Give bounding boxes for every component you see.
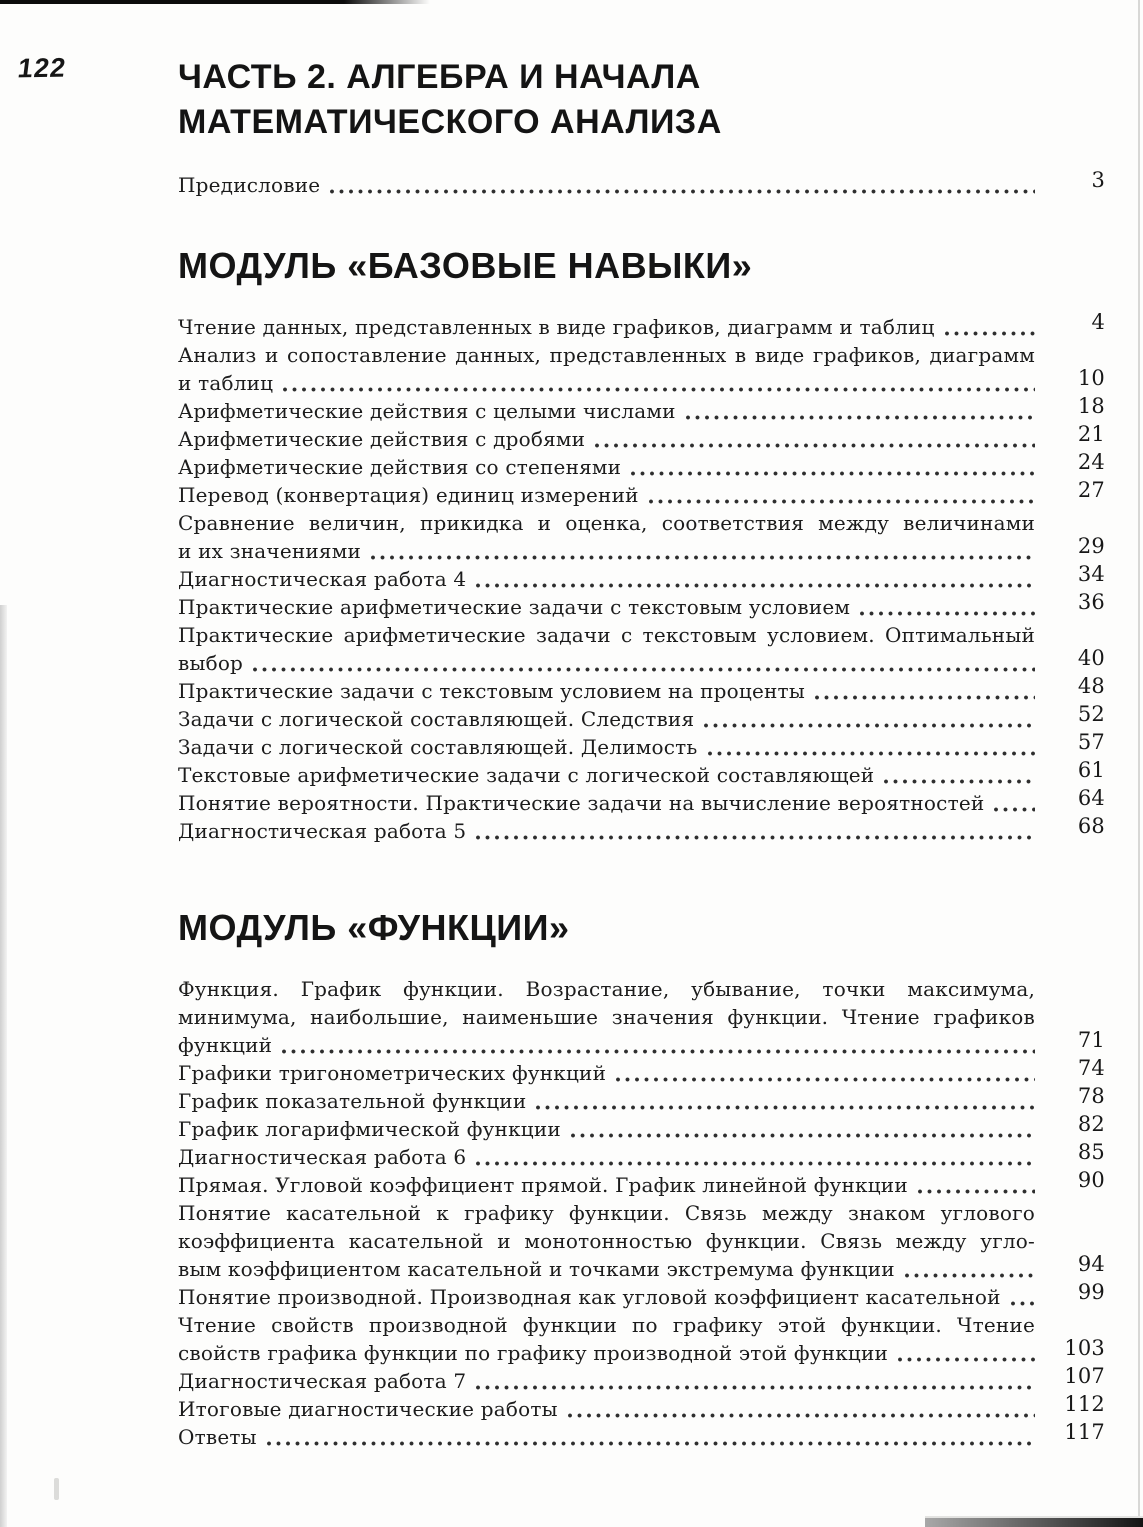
toc-page-number: 24 xyxy=(1077,450,1105,474)
dot-leader xyxy=(282,386,1035,393)
module-entries xyxy=(178,310,1105,845)
toc-entry-last-line xyxy=(178,1395,1035,1423)
toc-entry xyxy=(178,674,1105,705)
toc-entry-text: Диагностическая работа 5 xyxy=(178,819,467,843)
toc-page-number: 29 xyxy=(1077,534,1105,558)
toc-entry-last-line xyxy=(178,1171,1035,1199)
dot-leader xyxy=(685,414,1035,421)
toc-page-number: 112 xyxy=(1064,1392,1105,1416)
dot-leader xyxy=(904,1272,1035,1279)
toc-entry-wrap-line: Чтение свойств производной функции по графику этой функции. Чтение xyxy=(178,1313,1035,1337)
toc-entry-last-line xyxy=(178,1255,1035,1283)
module-entries xyxy=(178,975,1105,1451)
toc-entry xyxy=(178,1280,1105,1311)
toc-entry-wrap-line: Сравнение величин, прикидка и оценка, соответствия между величинами xyxy=(178,511,1035,535)
dot-leader xyxy=(475,1160,1035,1167)
toc-page-number: 21 xyxy=(1077,422,1105,446)
dot-leader xyxy=(897,1356,1035,1363)
part-title xyxy=(178,55,1105,145)
dot-leader xyxy=(917,1188,1035,1195)
toc-entry-last-line xyxy=(178,1143,1035,1171)
toc-entry-text: Текстовые арифметические задачи с логической составляющей xyxy=(178,763,875,787)
toc-page-number: 103 xyxy=(1064,1336,1105,1360)
toc-entry-last-line xyxy=(178,453,1035,481)
toc-entry-text: вым коэффициентом касательной и точками экстремума функции xyxy=(178,1257,895,1281)
toc-page-number: 90 xyxy=(1077,1168,1105,1192)
toc-entry xyxy=(178,1420,1105,1451)
toc-page-number: 34 xyxy=(1077,562,1105,586)
dot-leader xyxy=(707,750,1035,757)
toc-page-number: 18 xyxy=(1077,394,1105,418)
toc-page-number: 64 xyxy=(1077,786,1105,810)
toc-entry-last-line xyxy=(178,677,1035,705)
toc-entry-last-line xyxy=(178,369,1035,397)
toc-entry-text: Ответы xyxy=(178,1425,257,1449)
toc-entry xyxy=(178,422,1105,453)
toc-page-number: 27 xyxy=(1077,478,1105,502)
toc-page-number: 107 xyxy=(1064,1364,1105,1388)
toc-entry-text: свойств графика функции по графику производной этой функции xyxy=(178,1341,889,1365)
part-title-line1: ЧАСТЬ 2. АЛГЕБРА И НАЧАЛА xyxy=(178,58,701,96)
toc-entry-wrap-line: Понятие касательной к графику функции. Связь между знаком углового xyxy=(178,1201,1035,1225)
toc-entry-text: Перевод (конвертация) единиц измерений xyxy=(178,483,639,507)
toc-page-number: 10 xyxy=(1077,366,1105,390)
toc-entry-last-line xyxy=(178,649,1035,677)
toc-entry-last-line xyxy=(178,397,1035,425)
toc-entry-text: Прямая. Угловой коэффициент прямой. График линейной функции xyxy=(178,1173,908,1197)
dot-leader xyxy=(475,1384,1035,1391)
dot-leader xyxy=(570,1132,1035,1139)
toc-entry-text: Задачи с логической составляющей. Следствия xyxy=(178,707,695,731)
toc-entry-text: Графики тригонометрических функций xyxy=(178,1061,607,1085)
toc-entry-text: Диагностическая работа 7 xyxy=(178,1369,467,1393)
toc-entry-last-line xyxy=(178,817,1035,845)
toc-entry-last-line xyxy=(178,565,1035,593)
toc-entry xyxy=(178,310,1105,341)
toc-entry-last-line xyxy=(178,1283,1035,1311)
toc-page-number: 68 xyxy=(1077,814,1105,838)
toc-entry xyxy=(178,394,1105,425)
toc-entry xyxy=(178,509,1105,565)
toc-entry xyxy=(178,786,1105,817)
toc-entry xyxy=(178,975,1105,1059)
toc-entry xyxy=(178,621,1105,677)
toc-page-number: 40 xyxy=(1077,646,1105,670)
toc-page-number: 94 xyxy=(1077,1252,1105,1276)
toc-page-number: 99 xyxy=(1077,1280,1105,1304)
module-section xyxy=(178,907,1105,1451)
toc-entry-text: Диагностическая работа 6 xyxy=(178,1145,467,1169)
dot-leader xyxy=(630,470,1035,477)
toc-entry-last-line xyxy=(178,313,1035,341)
toc-page-number: 78 xyxy=(1077,1084,1105,1108)
toc-page-number: 57 xyxy=(1077,730,1105,754)
toc-entry-wrap-line: Практические арифметические задачи с текстовым условием. Оптимальный xyxy=(178,623,1035,647)
toc-entry-last-line xyxy=(178,171,1035,199)
dot-leader xyxy=(703,722,1035,729)
toc-page-number: 82 xyxy=(1077,1112,1105,1136)
toc-entry xyxy=(178,730,1105,761)
toc-entry-last-line xyxy=(178,1087,1035,1115)
toc-entry-last-line xyxy=(178,425,1035,453)
scan-edge-bottom-right xyxy=(925,1516,1143,1527)
dot-leader xyxy=(648,498,1035,505)
toc-entry-last-line xyxy=(178,593,1035,621)
scan-edge-right xyxy=(1138,0,1140,1527)
toc-entry-text: Предисловие xyxy=(178,173,321,197)
dot-leader xyxy=(329,188,1035,195)
module-title: МОДУЛЬ «ФУНКЦИИ» xyxy=(178,907,570,948)
page-corner-number: 122 xyxy=(16,52,69,84)
toc-entry xyxy=(178,814,1105,845)
toc-entry-last-line xyxy=(178,1059,1035,1087)
toc-entry-last-line xyxy=(178,481,1035,509)
toc-page-number: 52 xyxy=(1077,702,1105,726)
toc-entry-wrap-line: коэффициента касательной и монотонностью функции. Связь между угло- xyxy=(178,1229,1035,1253)
toc-entry-text: Практические арифметические задачи с текстовым условием xyxy=(178,595,851,619)
modules-container xyxy=(178,245,1105,1451)
toc-entry xyxy=(178,1364,1105,1395)
dot-leader xyxy=(859,610,1035,617)
toc-entry-text: Понятие производной. Производная как угловой коэффициент касательной xyxy=(178,1285,1001,1309)
toc-entry xyxy=(178,562,1105,593)
toc-entry xyxy=(178,1140,1105,1171)
toc-entry-text: Диагностическая работа 4 xyxy=(178,567,467,591)
scan-edge-left xyxy=(0,605,7,1527)
toc-entry-last-line xyxy=(178,1423,1035,1451)
toc-entry xyxy=(178,1199,1105,1283)
toc-entry-text: График показательной функции xyxy=(178,1089,527,1113)
dot-leader xyxy=(252,666,1035,673)
toc-entry xyxy=(178,1084,1105,1115)
dot-leader xyxy=(1010,1300,1035,1307)
part-title-line2: МАТЕМАТИЧЕСКОГО АНАЛИЗА xyxy=(178,103,722,141)
toc-entry-text: выбор xyxy=(178,651,244,675)
dot-leader xyxy=(370,554,1035,561)
scan-smudge xyxy=(54,1478,59,1500)
dot-leader xyxy=(567,1412,1035,1419)
dot-leader xyxy=(883,778,1035,785)
toc-page-number: 117 xyxy=(1064,1420,1105,1444)
toc-entry-last-line xyxy=(178,1339,1035,1367)
dot-leader xyxy=(281,1048,1035,1055)
toc-entry-wrap-line: минимума, наибольшие, наименьшие значения функции. Чтение графиков xyxy=(178,1005,1035,1029)
toc-entry-last-line xyxy=(178,1115,1035,1143)
toc-entry-text: функций xyxy=(178,1033,273,1057)
dot-leader xyxy=(594,442,1035,449)
toc-entry-text: Чтение данных, представленных в виде графиков, диаграмм и таблиц xyxy=(178,315,935,339)
toc-entry-wrap-line: Функция. График функции. Возрастание, убывание, точки максимума, xyxy=(178,977,1035,1001)
toc-entry-text: и таблиц xyxy=(178,371,274,395)
toc-entry-last-line xyxy=(178,789,1035,817)
toc-entry xyxy=(178,1311,1105,1367)
dot-leader xyxy=(266,1440,1035,1447)
toc-entry-text: и их значениями xyxy=(178,539,362,563)
toc-entry xyxy=(178,1392,1105,1423)
toc-entry-text: Арифметические действия с целыми числами xyxy=(178,399,676,423)
dot-leader xyxy=(993,806,1035,813)
toc-page-number: 71 xyxy=(1077,1028,1105,1052)
toc-entry-text: Итоговые диагностические работы xyxy=(178,1397,558,1421)
module-section xyxy=(178,245,1105,845)
toc-content xyxy=(178,55,1105,1451)
toc-entry-last-line xyxy=(178,761,1035,789)
toc-entry-last-line xyxy=(178,733,1035,761)
toc-page-number: 61 xyxy=(1077,758,1105,782)
dot-leader xyxy=(475,834,1035,841)
toc-entry-text: Понятие вероятности. Практические задачи на вычисление вероятностей xyxy=(178,791,985,815)
toc-entry xyxy=(178,1112,1105,1143)
toc-entry xyxy=(178,168,1105,199)
toc-entry-text: Арифметические действия со степенями xyxy=(178,455,622,479)
toc-entry-last-line xyxy=(178,537,1035,565)
toc-entry-last-line xyxy=(178,1367,1035,1395)
dot-leader xyxy=(814,694,1035,701)
toc-entry-last-line xyxy=(178,1031,1035,1059)
toc-entry-wrap-line: Анализ и сопоставление данных, представленных в виде графиков, диаграмм xyxy=(178,343,1035,367)
toc-entry xyxy=(178,1056,1105,1087)
toc-entry xyxy=(178,478,1105,509)
toc-page-number: 36 xyxy=(1077,590,1105,614)
toc-entry xyxy=(178,702,1105,733)
dot-leader xyxy=(944,330,1035,337)
toc-entry xyxy=(178,758,1105,789)
preface-entry-container xyxy=(178,168,1105,199)
dot-leader xyxy=(475,582,1035,589)
toc-entry-last-line xyxy=(178,705,1035,733)
toc-page-number: 85 xyxy=(1077,1140,1105,1164)
toc-page-number: 4 xyxy=(1091,310,1105,334)
toc-entry xyxy=(178,1168,1105,1199)
toc-entry-text: Практические задачи с текстовым условием на проценты xyxy=(178,679,805,703)
toc-entry xyxy=(178,590,1105,621)
toc-entry xyxy=(178,450,1105,481)
toc-page-number: 74 xyxy=(1077,1056,1105,1080)
toc-entry xyxy=(178,341,1105,397)
dot-leader xyxy=(615,1076,1035,1083)
toc-entry-text: Арифметические действия с дробями xyxy=(178,427,586,451)
toc-page-number: 3 xyxy=(1091,168,1105,192)
toc-entry-text: График логарифмической функции xyxy=(178,1117,561,1141)
toc-entry-text: Задачи с логической составляющей. Делимость xyxy=(178,735,698,759)
toc-page-number: 48 xyxy=(1077,674,1105,698)
module-title: МОДУЛЬ «БАЗОВЫЕ НАВЫКИ» xyxy=(178,245,753,286)
scan-edge-top xyxy=(0,0,430,4)
dot-leader xyxy=(535,1104,1035,1111)
